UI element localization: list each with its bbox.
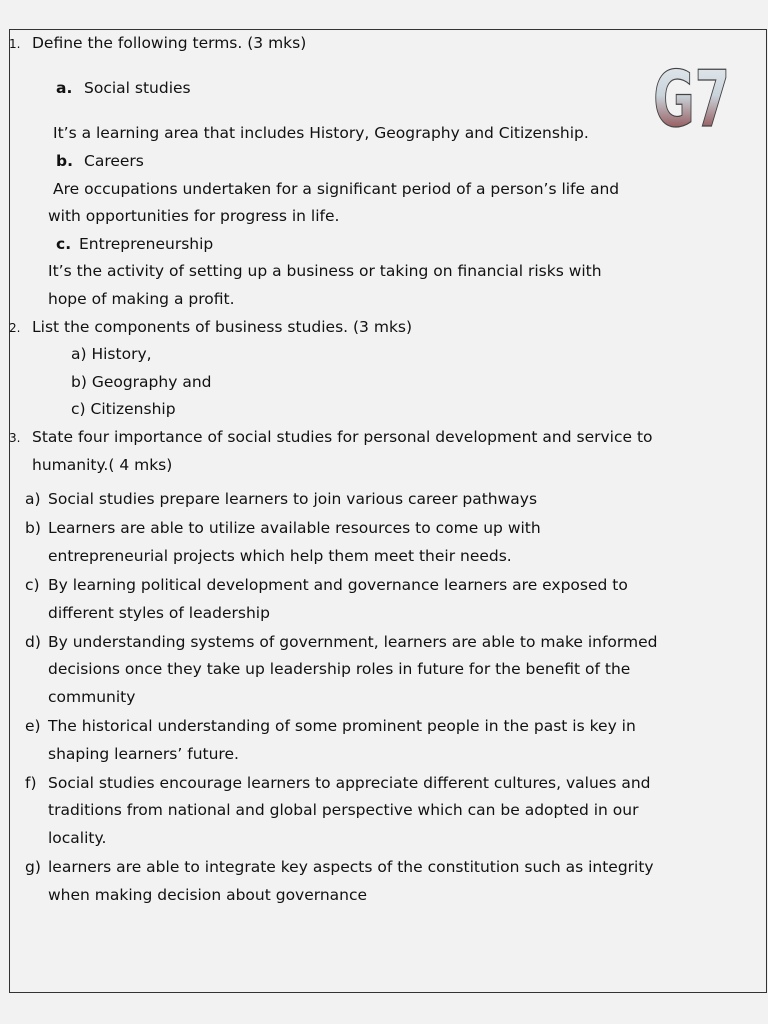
q1-text: Define the following terms. (3 mks) xyxy=(32,34,307,52)
q3-item-line: traditions from national and global perspective which can be adopted in our xyxy=(48,801,639,819)
q1-b-label: b. xyxy=(56,152,73,170)
q2-item: a) History, xyxy=(71,345,152,363)
q3-item-line: Learners are able to utilize available resources to come up with xyxy=(48,519,541,537)
q1-number: 1. xyxy=(9,37,21,51)
q3-item-line: different styles of leadership xyxy=(48,604,270,622)
q2-number: 2. xyxy=(9,321,21,335)
q1-a-term: Social studies xyxy=(84,79,191,97)
q3-item-line: By understanding systems of government, learners are able to make informed xyxy=(48,633,658,651)
q1-c-label: c. xyxy=(56,235,72,253)
q3-item-line: Social studies encourage learners to appreciate different cultures, values and xyxy=(48,774,651,792)
q3-item-line: learners are able to integrate key aspects of the constitution such as integrity xyxy=(48,858,654,876)
q3-item-label: f) xyxy=(25,774,37,792)
q3-item-line: entrepreneurial projects which help them meet their needs. xyxy=(48,547,512,565)
q3-item-label: g) xyxy=(25,858,41,876)
q1-a-label: a. xyxy=(56,79,73,97)
q3-item-line: By learning political development and governance learners are exposed to xyxy=(48,576,628,594)
q3-item-line: The historical understanding of some prominent people in the past is key in xyxy=(48,717,636,735)
q2-text: List the components of business studies. (3 mks) xyxy=(32,318,413,336)
q3-item-line: Social studies prepare learners to join various career pathways xyxy=(48,490,538,508)
g7-logo-text: G7 xyxy=(653,54,730,134)
q1-b-definition-line1: Are occupations undertaken for a significant period of a person’s life and xyxy=(53,180,620,198)
q1-b-term: Careers xyxy=(84,152,144,170)
q3-item-label: a) xyxy=(25,490,41,508)
q3-number: 3. xyxy=(9,431,21,445)
q3-item-label: d) xyxy=(25,633,41,651)
q3-text-line1: State four importance of social studies for personal development and service to xyxy=(32,428,653,446)
q3-item-line: decisions once they take up leadership roles in future for the benefit of the xyxy=(48,660,631,678)
q3-item-label: c) xyxy=(25,576,40,594)
q1-c-definition-line1: It’s the activity of setting up a business or taking on financial risks with xyxy=(48,262,602,280)
q1-c-term: Entrepreneurship xyxy=(79,235,214,253)
q3-item-line: locality. xyxy=(48,829,107,847)
q3-item-line: shaping learners’ future. xyxy=(48,745,239,763)
q2-item: b) Geography and xyxy=(71,373,212,391)
q1-c-definition-line2: hope of making a profit. xyxy=(48,290,235,308)
q3-item-line: when making decision about governance xyxy=(48,886,368,904)
q3-text-line2: humanity.( 4 mks) xyxy=(32,456,173,474)
document-page xyxy=(9,29,767,993)
g7-logo xyxy=(652,28,732,134)
q1-b-definition-line2: with opportunities for progress in life. xyxy=(48,207,340,225)
q3-item-label: e) xyxy=(25,717,41,735)
q3-item-label: b) xyxy=(25,519,41,537)
q2-item: c) Citizenship xyxy=(71,400,176,418)
q1-a-definition: It’s a learning area that includes History, Geography and Citizenship. xyxy=(53,124,589,142)
q3-item-line: community xyxy=(48,688,136,706)
